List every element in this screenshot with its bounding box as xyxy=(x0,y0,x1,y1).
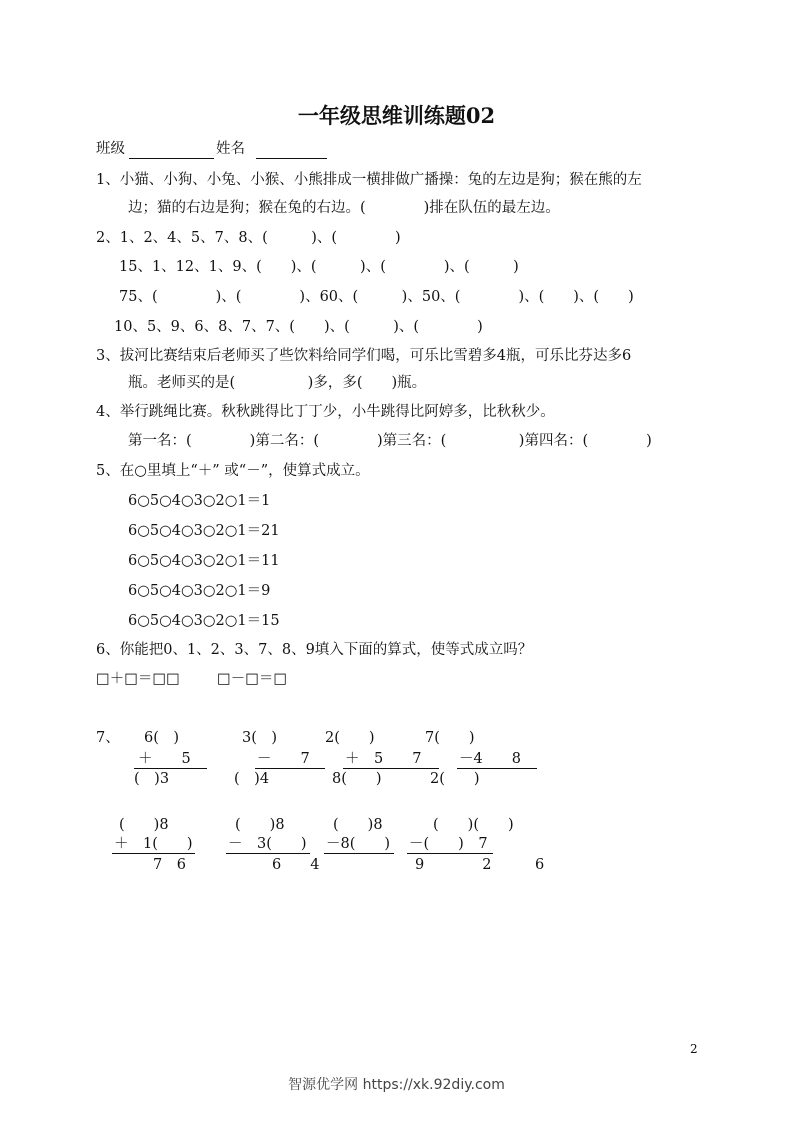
q5-eq-1: 6○5○4○3○2○1＝1 xyxy=(128,493,271,509)
page-title: 一年级思维训练题02 xyxy=(297,103,496,128)
q5-eq-5: 6○5○4○3○2○1＝15 xyxy=(128,613,280,629)
q7-r2-p1-mid: ＋ 1( ) xyxy=(114,836,193,852)
q7-r1-p3-top: 2( ) xyxy=(325,730,375,746)
name-label: 姓名 xyxy=(216,141,245,157)
q7-r2-p4-bot: 9 2 6 xyxy=(415,857,545,873)
q7-r2-p4-line xyxy=(407,853,493,854)
q7-r2-p3-mid: －8( ) xyxy=(326,836,391,852)
q3-line2: 瓶。老师买的是( )多，多( )瓶。 xyxy=(128,375,427,391)
q7-r1-p2-line xyxy=(255,768,325,769)
q7-r1-p2-bot: ( )4 xyxy=(234,771,270,787)
q7-r1-p4-mid: －4 8 xyxy=(459,751,521,767)
q7-r2-p4-mid: －( ) 7 xyxy=(409,836,488,852)
q5-intro: 5、在○里填上“＋” 或“－”，使算式成立。 xyxy=(96,463,370,479)
q7-r1-p3-mid: ＋ 5 7 xyxy=(345,751,422,767)
q1-line1: 1、小猫、小狗、小兔、小猴、小熊排成一横排做广播操：兔的左边是狗；猴在熊的左 xyxy=(96,172,642,188)
q7-r2-p2-top: ( )8 xyxy=(235,817,285,833)
q7-r1-p1-mid: ＋ 5 xyxy=(138,751,191,767)
q5-eq-3: 6○5○4○3○2○1＝11 xyxy=(128,553,280,569)
q6-eq-1: □＋□＝□□ xyxy=(96,671,180,687)
q7-r1-p1-bot: ( )3 xyxy=(134,771,170,787)
q7-r1-p3-line xyxy=(343,768,439,769)
q7-r1-p3-bot: 8( ) xyxy=(332,771,382,787)
q7-r1-p4-top: 7( ) xyxy=(425,730,475,746)
q4-line1: 4、举行跳绳比赛。秋秋跳得比丁丁少，小牛跳得比阿婷多，比秋秋少。 xyxy=(96,404,555,420)
q6-intro: 6、你能把0、1、2、3、7、8、9填入下面的算式，使等式成立吗？ xyxy=(96,642,533,658)
q7-r2-p2-bot: 6 4 xyxy=(272,857,320,873)
q5-eq-4: 6○5○4○3○2○1＝9 xyxy=(128,583,271,599)
q7-r2-p1-bot: 7 6 xyxy=(153,857,186,873)
q4-line2: 第一名：( )第二名：( )第三名：( )第四名：( ) xyxy=(128,433,652,449)
q7-r1-p2-mid: － 7 xyxy=(257,751,310,767)
q7-r1-p4-line xyxy=(457,768,537,769)
q7-r2-p4-top: ( )( ) xyxy=(433,817,514,833)
q7-r2-p2-line xyxy=(226,853,310,854)
q7-r2-p2-mid: － 3( ) xyxy=(228,836,307,852)
class-label: 班级 xyxy=(96,141,125,157)
q7-r1-p2-top: 3( ) xyxy=(242,730,278,746)
q7-r2-p1-top: ( )8 xyxy=(119,817,169,833)
q7-r1-p4-bot: 2( ) xyxy=(430,771,480,787)
page-number: 2 xyxy=(690,1042,698,1056)
q2-line1: 2、1、2、4、5、7、8、( )、( ) xyxy=(96,230,401,246)
q3-line1: 3、拔河比赛结束后老师买了些饮料给同学们喝，可乐比雪碧多4瓶，可乐比芬达多6 xyxy=(96,348,632,364)
class-blank xyxy=(129,158,214,159)
q7-r1-p1-line xyxy=(134,768,207,769)
q7-r2-p1-line xyxy=(112,853,195,854)
q7-r2-p3-line xyxy=(324,853,394,854)
q2-line3: 75、( )、( )、60、( )、50、( )、( )、( ) xyxy=(119,289,634,305)
q7-r1-p1-top: 6( ) xyxy=(144,730,180,746)
q5-eq-2: 6○5○4○3○2○1＝21 xyxy=(128,523,280,539)
q2-line4: 10、5、9、6、8、7、7、( )、( )、( ) xyxy=(114,319,483,335)
q7-number: 7、 xyxy=(96,730,120,746)
footer-watermark: 智源优学网 https://xk.92diy.com xyxy=(288,1077,505,1093)
q6-eq-2: □－□＝□ xyxy=(217,671,288,687)
q1-line2: 边；猫的右边是狗；猴在兔的右边。( )排在队伍的最左边。 xyxy=(128,200,560,216)
name-blank xyxy=(256,158,327,159)
q7-r2-p3-top: ( )8 xyxy=(333,817,383,833)
q2-line2: 15、1、12、1、9、( )、( )、( )、( ) xyxy=(119,259,519,275)
